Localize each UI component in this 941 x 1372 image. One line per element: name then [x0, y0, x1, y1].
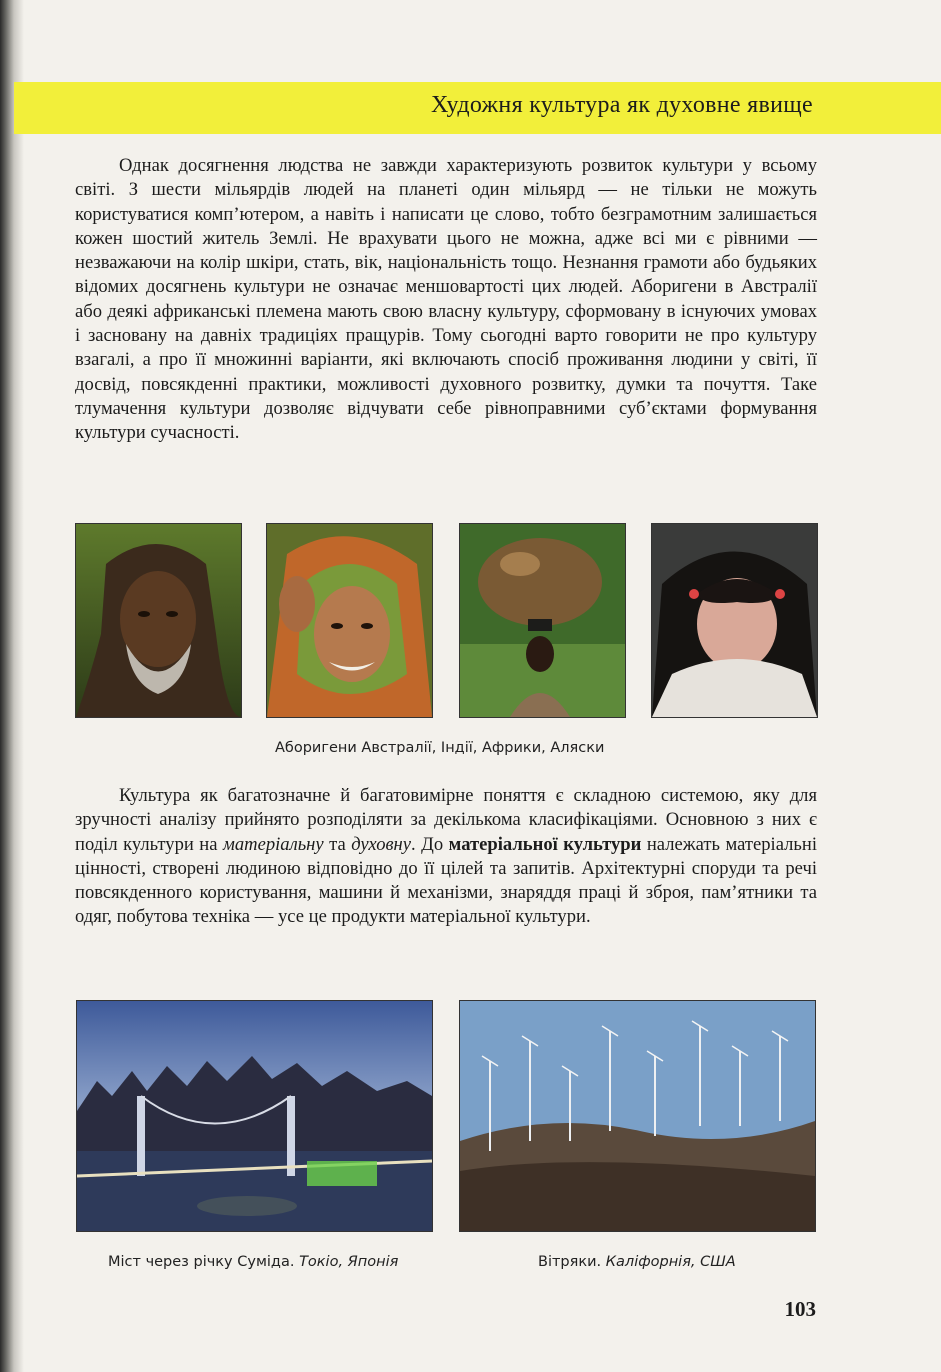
paragraph-2: [75, 784, 817, 930]
term-material: матеріальну: [223, 833, 324, 855]
photo-windmills-california: [459, 1000, 816, 1232]
photo-african-woman-with-pot: [459, 523, 626, 718]
running-header-title: Художня культура як духовне явище: [431, 92, 813, 118]
paragraph-2-text-d: належать матеріальні цінності, створені людиною відповідно до її цілей та запитів. Архітектурні споруди та речі повсякденного користування, машини й механізми, знаряддя праці й зброя, пам’ятники та одяг, побутова техніка — усе це продукти матеріальної культури.: [75, 833, 818, 928]
page-number: 103: [784, 1297, 816, 1321]
paragraph-1: [75, 154, 817, 446]
photo-alaskan-girl: [651, 523, 818, 718]
caption-windmills: Вітряки. Каліфорнія, США: [538, 1254, 736, 1270]
paragraph-1-text: Однак досягнення людства не завжди характеризують розвиток культури у всьому світі. З шести мільярдів людей на планеті один мільярд — не тільки не можуть користуватися комп’ютером, а навіть і написати це слово, тобто безграмотним залишається кожен шостий житель Землі. Не врахувати цього не можна, адже всі ми є рівними — незважаючи на колір шкіри, стать, вік, національність тощо. Незнання грамоти або будьяких відомих досягнень культури не означає меншовартості цих людей. Аборигени в Австралії або деякі африканські племена мають свою власну культуру, сформовану в існуючих умовах і засновану на давніх традиціях пращурів. Тому сьогодні варто говорити не про культуру взагалі, а про її множинні варіанти, які включають спосіб проживання людини у світі, її досвід, повсякденні практики, можливості духовного розвитку, думки та почуття. Таке тлумачення культури дозволяє відчувати себе рівноправними суб’єктами формування культури сучасності.: [75, 155, 817, 444]
term-spiritual: духовну: [351, 833, 412, 855]
paragraph-2-text-a: Культура як багатозначне й багатовимірне поняття є складною системою, яку для зручності аналізу прийнято розподіляти за декількома класифікаціями. Основною з них є поділ культури на: [75, 785, 817, 855]
paragraph-2-text-c: . До: [411, 833, 449, 855]
book-spine-shadow: [0, 0, 24, 1372]
caption-aborigines: Аборигени Австралії, Індії, Африки, Аляски: [275, 740, 605, 756]
photo-australian-aborigine: [75, 523, 242, 718]
photo-sumida-bridge-tokyo: [76, 1000, 433, 1232]
photo-indian-woman: [266, 523, 433, 718]
term-material-culture: матеріальної культури: [448, 833, 642, 855]
paragraph-2-text-b: та: [323, 833, 352, 855]
caption-bridge: Міст через річку Суміда. Токіо, Японія: [108, 1254, 399, 1270]
